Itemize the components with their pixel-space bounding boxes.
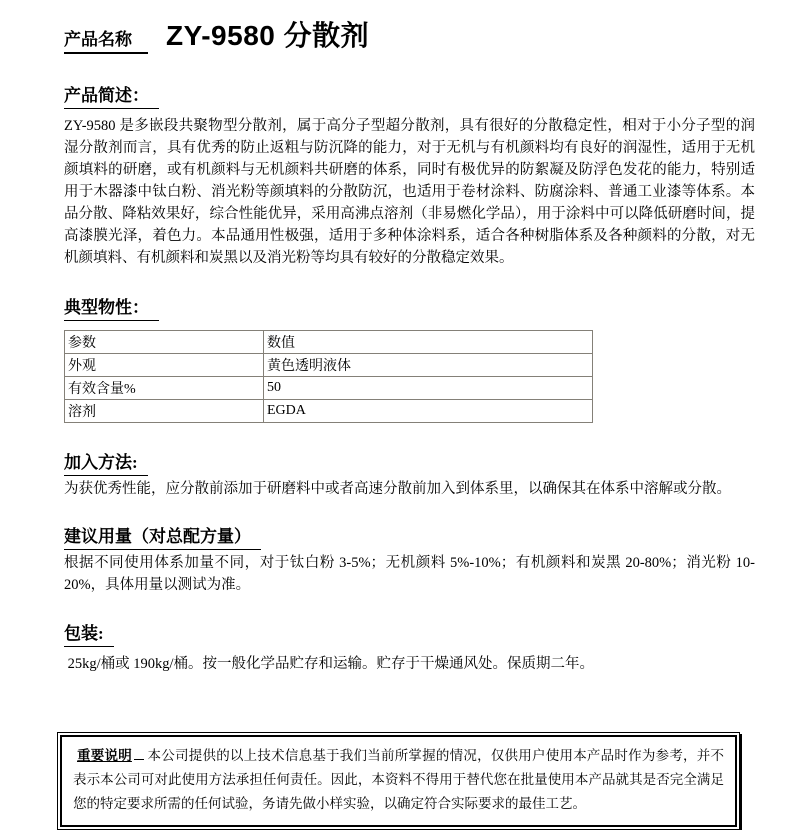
properties-table: [64, 330, 593, 423]
important-notice-content: [60, 735, 737, 827]
notice-body: 本公司提供的以上技术信息基于我们当前所掌握的情况，仅供用户使用本产品时作为参考，并不表示本公司可对此使用方法承担任何责任。因此，本资料不得用于替代您在批量使用本产品就其是否完全满足您的特定要求所需的任何试验，务请先做小样实验，以确定符合实际要求的最佳工艺。: [73, 748, 725, 811]
properties-heading: 典型物性：: [64, 297, 159, 321]
section-packaging: [64, 623, 755, 675]
overview-body: ZY-9580 是多嵌段共聚物型分散剂，属于高分子型超分散剂，具有很好的分散稳定性，相对于小分子型的润湿分散剂而言，具有优秀的防止返粗与防沉降的能力，对于无机与有机颜料均有良好的润湿性，适用于无机颜填料的研磨，或有机颜料与无机颜料共研磨的体系，同时有极优异的防絮凝及防浮色发花的能力，特别适用于木器漆中钛白粉、消光粉等颜填料的分散防沉，也适用于卷材涂料、防腐涂料、普通工业漆等体系。本品分散、降粘效果好，综合性能优异，采用高沸点溶剂（非易燃化学品），用于涂料中可以降低研磨时间，提高漆膜光泽，着色力。本品通用性极强，适用于多种体涂料系，适合各种树脂体系及各种颜料的分散，对无机颜填料、有机颜料和炭黑以及消光粉等均具有较好的分散稳定效果。: [64, 118, 755, 266]
table-cell-param: 溶剂: [65, 400, 264, 423]
product-title: ZY-9580 分散剂: [166, 20, 370, 51]
table-cell-value: 黄色透明液体: [264, 354, 593, 377]
notice-label: 重要说明: [77, 748, 132, 763]
table-header-row: [65, 331, 593, 354]
product-name-label: 产品名称: [64, 25, 148, 54]
packaging-heading: 包装:: [64, 623, 114, 647]
overview-heading: 产品简述：: [64, 85, 159, 109]
table-row: [65, 354, 593, 377]
table-header-cell: 数值: [264, 331, 593, 354]
document-title: [64, 14, 755, 54]
dosage-body: 根据不同使用体系加量不同，对于钛白粉 3-5%；无机颜料 5%-10%；有机颜料和炭黑 20-80%；消光粉 10-20%，具体用量以测试为准。: [64, 555, 755, 593]
table-cell-param: 外观: [65, 354, 264, 377]
notice-label-underline-gap: [134, 759, 144, 760]
table-cell-value: 50: [264, 377, 593, 400]
packaging-body: 25kg/桶或 190kg/桶。按一般化学品贮存和运输。贮存于干燥通风处。保质期二年。: [64, 656, 595, 672]
important-notice-box: [57, 732, 740, 830]
addition-heading: 加入方法:: [64, 452, 148, 476]
section-overview: [64, 85, 755, 269]
section-properties: [64, 297, 755, 423]
table-cell-value: EGDA: [264, 400, 593, 423]
table-header-cell: 参数: [65, 331, 264, 354]
table-row: [65, 377, 593, 400]
section-recommended-dosage: [64, 526, 755, 596]
section-addition-method: [64, 452, 755, 500]
table-row: [65, 400, 593, 423]
addition-body: 为获优秀性能，应分散前添加于研磨料中或者高速分散前加入到体系里，以确保其在体系中溶解或分散。: [64, 481, 731, 497]
table-cell-param: 有效含量%: [65, 377, 264, 400]
dosage-heading: 建议用量（对总配方量）: [64, 526, 261, 550]
